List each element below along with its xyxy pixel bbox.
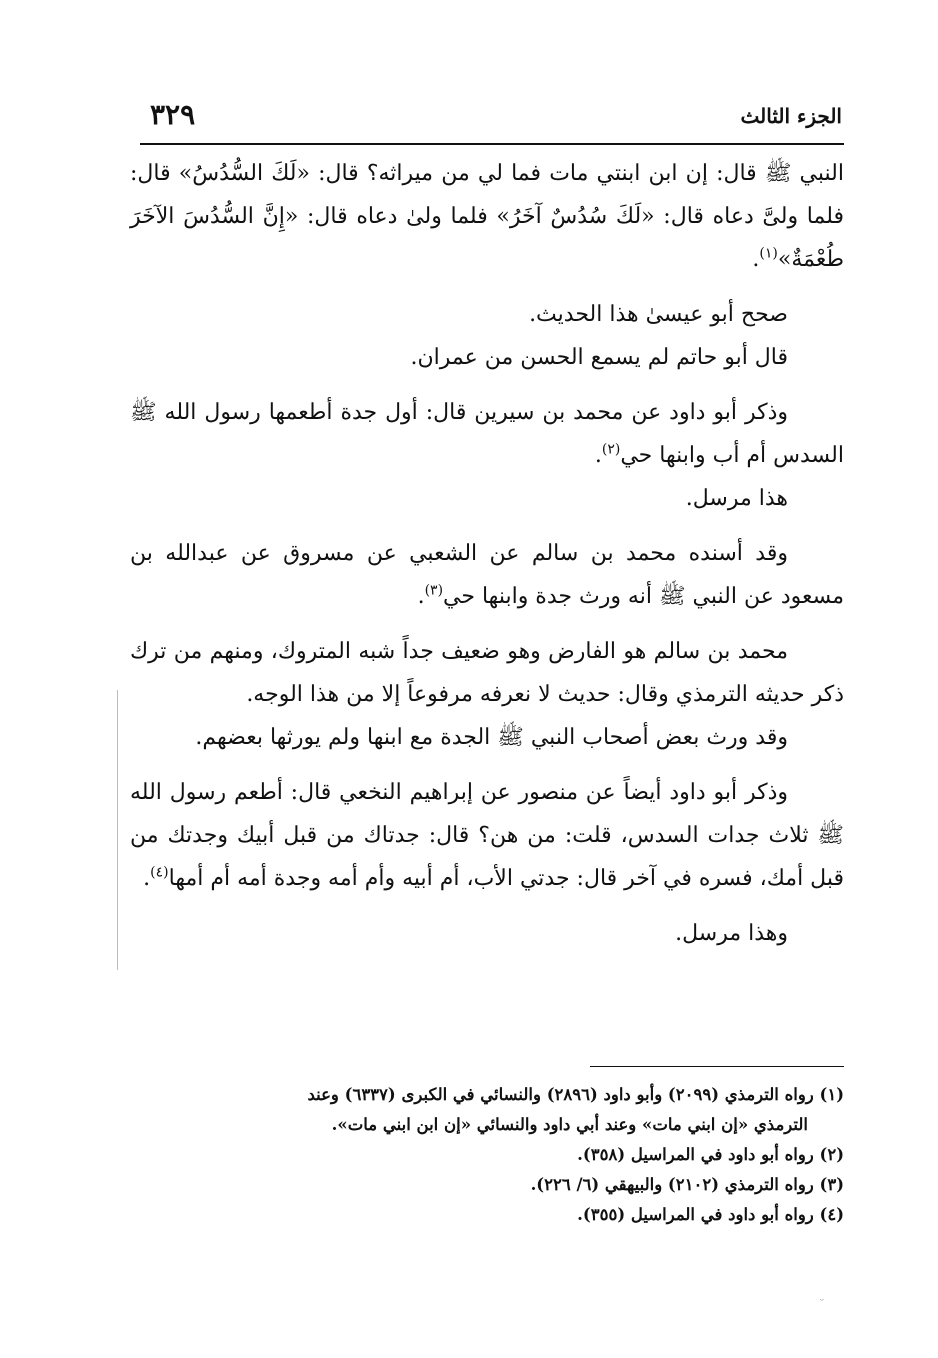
footnote-4: (٤) رواه أبو داود في المراسيل (٣٥٥). (577, 1205, 844, 1224)
footnote-3: (٣) رواه الترمذي (٢١٠٢) والبيهقي (٦/ ٢٢٦). (530, 1175, 844, 1194)
header-rule (140, 143, 844, 145)
footnote-1: (١) رواه الترمذي (٢٠٩٩) وأبو داود (٢٨٩٦) والنسائي في الكبرى (٦٣٣٧) وعند (307, 1085, 844, 1104)
paragraph-6: وقد أسنده محمد بن سالم عن الشعبي عن مسروق عن عبدالله بن مسعود عن النبي ﷺ أنه ورث جدة وابنها حي$^{(٣)}$. (130, 541, 844, 609)
paragraph-3: قال أبو حاتم لم يسمع الحسن من عمران. (410, 345, 788, 370)
paragraph-8: وقد ورث بعض أصحاب النبي ﷺ الجدة مع ابنها ولم يورثها بعضهم. (195, 725, 788, 750)
paragraph-9: وذكر أبو داود أيضاً عن منصور عن إبراهيم النخعي قال: أطعم رسول الله ﷺ ثلاث جدات السدس، قلت: من هن؟ قال: جدتاك من قبل أبيك وجدتك من قبل أمك، فسره في آخر قال: جدتي الأب، أم أبيه وأم أمه وجدة أمه أم أمها$^{(٤)}$. (130, 780, 844, 891)
main-text (130, 152, 844, 955)
page-number: ٣٢٩ (150, 98, 196, 131)
running-title: الجزء الثالث (740, 104, 842, 128)
paragraph-5: هذا مرسل. (685, 486, 788, 511)
footnote-rule (590, 1066, 844, 1067)
scan-speck: ᵕ (820, 1296, 824, 1307)
paragraph-2: صحح أبو عيسىٰ هذا الحديث. (529, 302, 788, 327)
paragraph-7: محمد بن سالم هو الفارض وهو ضعيف جداً شبه المتروك، ومنهم من ترك ذكر حديثه الترمذي وقال: حديث لا نعرفه مرفوعاً إلا من هذا الوجه. (130, 639, 844, 707)
scan-margin-line (117, 690, 118, 970)
footnote-ref-1: (١) (759, 245, 778, 262)
footnote-ref-2: (٢) (601, 441, 621, 458)
footnotes (134, 1080, 844, 1230)
footnote-1-continuation: الترمذي «إن ابني مات» وعند أبي داود والنسائي «إن ابن ابني مات». (331, 1115, 808, 1134)
paragraph-10: وهذا مرسل. (675, 921, 788, 946)
footnote-ref-4: (٤) (150, 864, 169, 881)
paragraph-text: وقد أسنده محمد بن سالم عن الشعبي عن مسروق عن عبدالله بن مسعود عن النبي ﷺ أنه ورث جدة وابنها حي (130, 541, 844, 609)
paragraph-text: وذكر أبو داود أيضاً عن منصور عن إبراهيم النخعي قال: أطعم رسول الله ﷺ ثلاث جدات السدس، قلت: من هن؟ قال: جدتاك من قبل أبيك وجدتك من قبل أمك، فسره في آخر قال: جدتي الأب، أم أبيه وأم أمه وجدة أمه أم أمها (130, 780, 844, 891)
paragraph-text: وذكر أبو داود عن محمد بن سيرين قال: أول جدة أطعمها رسول الله ﷺ السدس أم أب وابنها حي (130, 400, 844, 468)
paragraph-1: النبي ﷺ قال: إن ابن ابنتي مات فما لي من ميراثه؟ قال: «لَكَ السُّدُسُ» قال: فلما ولىَّ دعاه قال: «لَكَ سُدُسٌ آخَرُ» فلما ولىٰ دعاه قال: «إِنَّ السُّدُسَ الآخَرَ طُعْمَةٌ»$^{(١)}$. (130, 161, 844, 272)
footnote-2: (٢) رواه أبو داود في المراسيل (٣٥٨). (577, 1145, 844, 1164)
paragraph-text: النبي ﷺ قال: إن ابن ابنتي مات فما لي من ميراثه؟ قال: «لَكَ السُّدُسُ» قال: فلما ولىَّ دعاه قال: «لَكَ سُدُسٌ آخَرُ» فلما ولىٰ دعاه قال: «إِنَّ السُّدُسَ الآخَرَ طُعْمَةٌ» (130, 161, 844, 272)
page-header (150, 98, 842, 142)
paragraph-4: وذكر أبو داود عن محمد بن سيرين قال: أول جدة أطعمها رسول الله ﷺ السدس أم أب وابنها حي$^{(٢)}$. (130, 400, 844, 468)
footnote-ref-3: (٣) (424, 582, 444, 599)
